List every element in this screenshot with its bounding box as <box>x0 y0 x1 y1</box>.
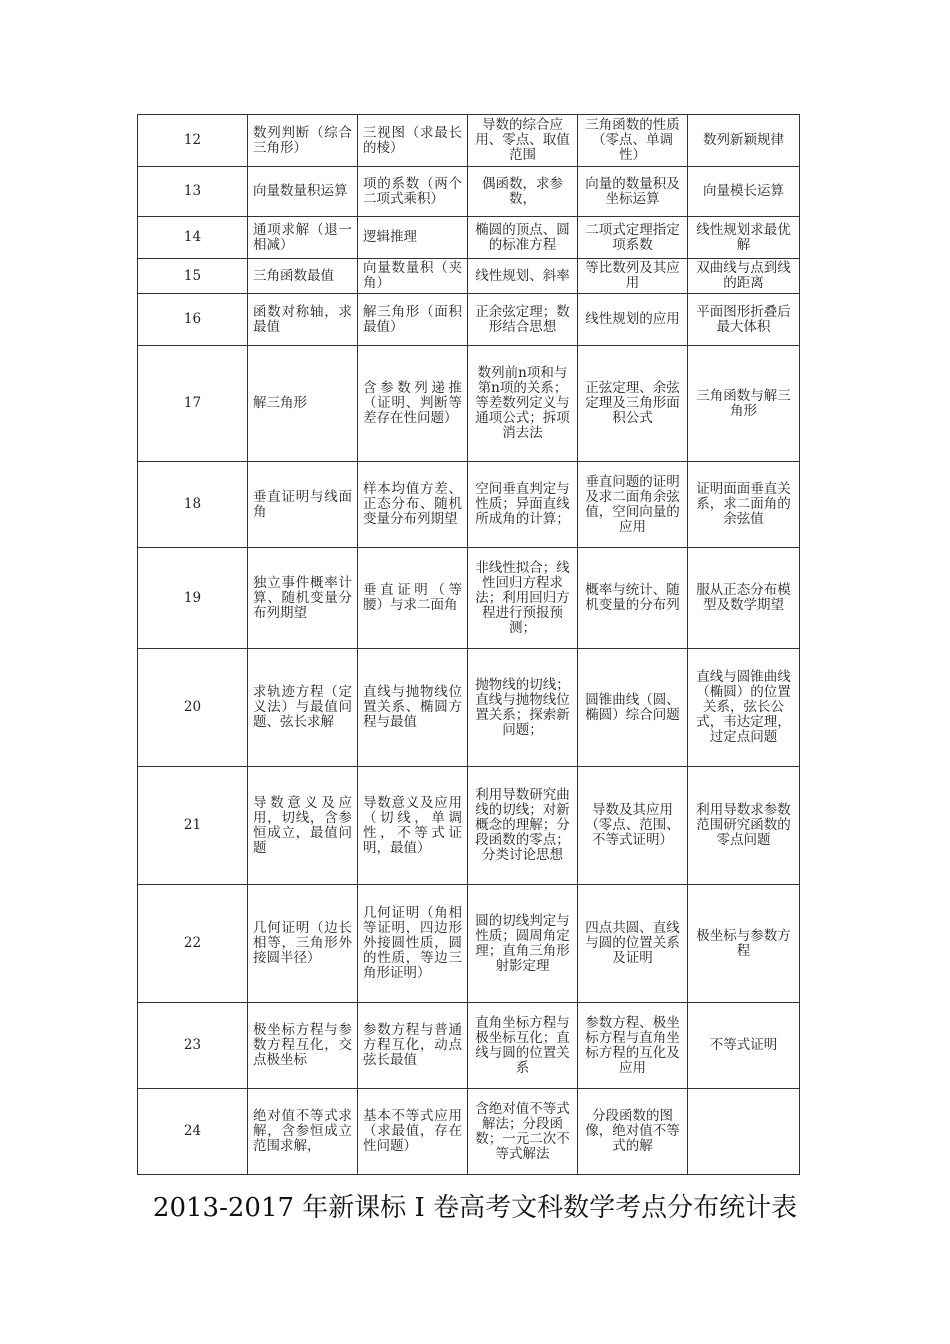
topic-cell: 向量的数量积及坐标运算 <box>578 167 688 217</box>
topic-cell: 导数及其应用（零点、范围、不等式证明） <box>578 767 688 885</box>
topic-cell: 独立事件概率计算、随机变量分布列期望 <box>248 548 358 649</box>
topic-cell: 样本均值方差、正态分布、随机变量分布列期望 <box>358 462 468 548</box>
topic-cell: 向量数量积（夹角） <box>358 259 468 294</box>
table-row <box>138 115 800 167</box>
topic-cell: 线性规划求最优解 <box>688 217 800 259</box>
table-row <box>138 767 800 885</box>
topic-cell: 分段函数的图像，绝对值不等式的解 <box>578 1089 688 1175</box>
table-row <box>138 1089 800 1175</box>
topic-cell: 三角函数与解三角形 <box>688 346 800 462</box>
topic-cell: 导数意义及应用（切线，单调性，不等式证明，最值） <box>358 767 468 885</box>
question-number-cell: 16 <box>138 294 248 346</box>
topic-cell: 向量模长运算 <box>688 167 800 217</box>
topic-cell: 几何证明（角相等证明，四边形外接圆性质，圆的性质，等边三角形证明） <box>358 885 468 1003</box>
topic-cell: 数列判断（综合三角形） <box>248 115 358 167</box>
question-number-cell: 18 <box>138 462 248 548</box>
topic-cell: 三角函数的性质（零点、单调性） <box>578 115 688 167</box>
topic-cell: 利用导数研究曲线的切线；对新概念的理解；分段函数的零点；分类讨论思想 <box>468 767 578 885</box>
question-number-cell: 24 <box>138 1089 248 1175</box>
topic-cell: 等比数列及其应用 <box>578 259 688 294</box>
table-row <box>138 294 800 346</box>
exam-topic-table <box>137 114 800 1175</box>
topic-cell: 含参数列递推（证明、判断等差存在性问题） <box>358 346 468 462</box>
topic-cell: 项的系数（两个二项式乘积） <box>358 167 468 217</box>
topic-cell: 服从正态分布模型及数学期望 <box>688 548 800 649</box>
topic-cell: 平面图形折叠后最大体积 <box>688 294 800 346</box>
table-row <box>138 259 800 294</box>
topic-cell: 正余弦定理；数形结合思想 <box>468 294 578 346</box>
topic-cell: 参数方程与普通方程互化，动点弦长最值 <box>358 1003 468 1089</box>
topic-cell: 非线性拟合；线性回归方程求法；利用回归方程进行预报预测； <box>468 548 578 649</box>
question-number-cell: 15 <box>138 259 248 294</box>
table-row <box>138 217 800 259</box>
topic-cell: 椭圆的顶点、圆的标准方程 <box>468 217 578 259</box>
topic-cell: 极坐标方程与参数方程互化，交点极坐标 <box>248 1003 358 1089</box>
topic-cell: 绝对值不等式求解，含参恒成立范围求解， <box>248 1089 358 1175</box>
question-number-cell: 23 <box>138 1003 248 1089</box>
question-number-cell: 20 <box>138 649 248 767</box>
topic-cell: 直线与抛物线位置关系、椭圆方程与最值 <box>358 649 468 767</box>
question-number-cell: 17 <box>138 346 248 462</box>
topic-cell: 圆锥曲线（圆、椭圆）综合问题 <box>578 649 688 767</box>
topic-cell: 基本不等式应用（求最值，存在性问题） <box>358 1089 468 1175</box>
question-number-cell: 12 <box>138 115 248 167</box>
topic-cell: 求轨迹方程（定义法）与最值问题、弦长求解 <box>248 649 358 767</box>
question-number-cell: 13 <box>138 167 248 217</box>
topic-cell: 几何证明（边长相等，三角形外接圆半径） <box>248 885 358 1003</box>
topic-cell: 概率与统计、随机变量的分布列 <box>578 548 688 649</box>
table-row <box>138 1003 800 1089</box>
topic-cell: 垂直证明（等腰）与求二面角 <box>358 548 468 649</box>
topic-cell: 直线与圆锥曲线（椭圆）的位置关系，弦长公式，韦达定理，过定点问题 <box>688 649 800 767</box>
question-number-cell: 22 <box>138 885 248 1003</box>
question-number-cell: 21 <box>138 767 248 885</box>
table-row <box>138 885 800 1003</box>
topic-cell: 证明面面垂直关系，求二面角的余弦值 <box>688 462 800 548</box>
topic-cell: 直角坐标方程与极坐标互化；直线与圆的位置关系 <box>468 1003 578 1089</box>
topic-cell: 数列新颖规律 <box>688 115 800 167</box>
topic-cell: 函数对称轴，求最值 <box>248 294 358 346</box>
topic-cell <box>688 1089 800 1175</box>
topic-cell: 向量数量积运算 <box>248 167 358 217</box>
table-row <box>138 649 800 767</box>
topic-cell: 通项求解（退一相减） <box>248 217 358 259</box>
topic-cell: 线性规划的应用 <box>578 294 688 346</box>
topic-cell: 三视图（求最长的棱） <box>358 115 468 167</box>
topic-cell: 导数的综合应用、零点、取值范围 <box>468 115 578 167</box>
topic-cell: 极坐标与参数方程 <box>688 885 800 1003</box>
topic-cell: 偶函数，求参数， <box>468 167 578 217</box>
topic-cell: 含绝对值不等式解法；分段函数；一元二次不等式解法 <box>468 1089 578 1175</box>
topic-cell: 二项式定理指定项系数 <box>578 217 688 259</box>
topic-cell: 三角函数最值 <box>248 259 358 294</box>
topic-cell: 垂直证明与线面角 <box>248 462 358 548</box>
topic-cell: 数列前n项和与第n项的关系；等差数列定义与通项公式；拆项消去法 <box>468 346 578 462</box>
topic-cell: 不等式证明 <box>688 1003 800 1089</box>
table-row <box>138 462 800 548</box>
topic-cell: 抛物线的切线；直线与抛物线位置关系；探索新问题； <box>468 649 578 767</box>
topic-cell: 线性规划、斜率 <box>468 259 578 294</box>
table-row <box>138 167 800 217</box>
topic-cell: 四点共圆、直线与圆的位置关系及证明 <box>578 885 688 1003</box>
topic-cell: 正弦定理、余弦定理及三角形面积公式 <box>578 346 688 462</box>
table-row <box>138 346 800 462</box>
topic-cell: 垂直问题的证明及求二面角余弦值，空间向量的应用 <box>578 462 688 548</box>
topic-cell: 空间垂直判定与性质；异面直线所成角的计算； <box>468 462 578 548</box>
question-number-cell: 14 <box>138 217 248 259</box>
question-number-cell: 19 <box>138 548 248 649</box>
topic-cell: 参数方程、极坐标方程与直角坐标方程的互化及应用 <box>578 1003 688 1089</box>
topic-cell: 圆的切线判定与性质；圆周角定理；直角三角形射影定理 <box>468 885 578 1003</box>
page-title: 2013-2017 年新课标 I 卷高考文科数学考点分布统计表 <box>152 1193 798 1223</box>
topic-cell: 解三角形 <box>248 346 358 462</box>
topic-cell: 利用导数求参数范围研究函数的零点问题 <box>688 767 800 885</box>
topic-cell: 双曲线与点到线的距离 <box>688 259 800 294</box>
topic-cell: 逻辑推理 <box>358 217 468 259</box>
topic-cell: 导数意义及应用，切线，含参恒成立，最值问题 <box>248 767 358 885</box>
topic-cell: 解三角形（面积最值） <box>358 294 468 346</box>
table-row <box>138 548 800 649</box>
